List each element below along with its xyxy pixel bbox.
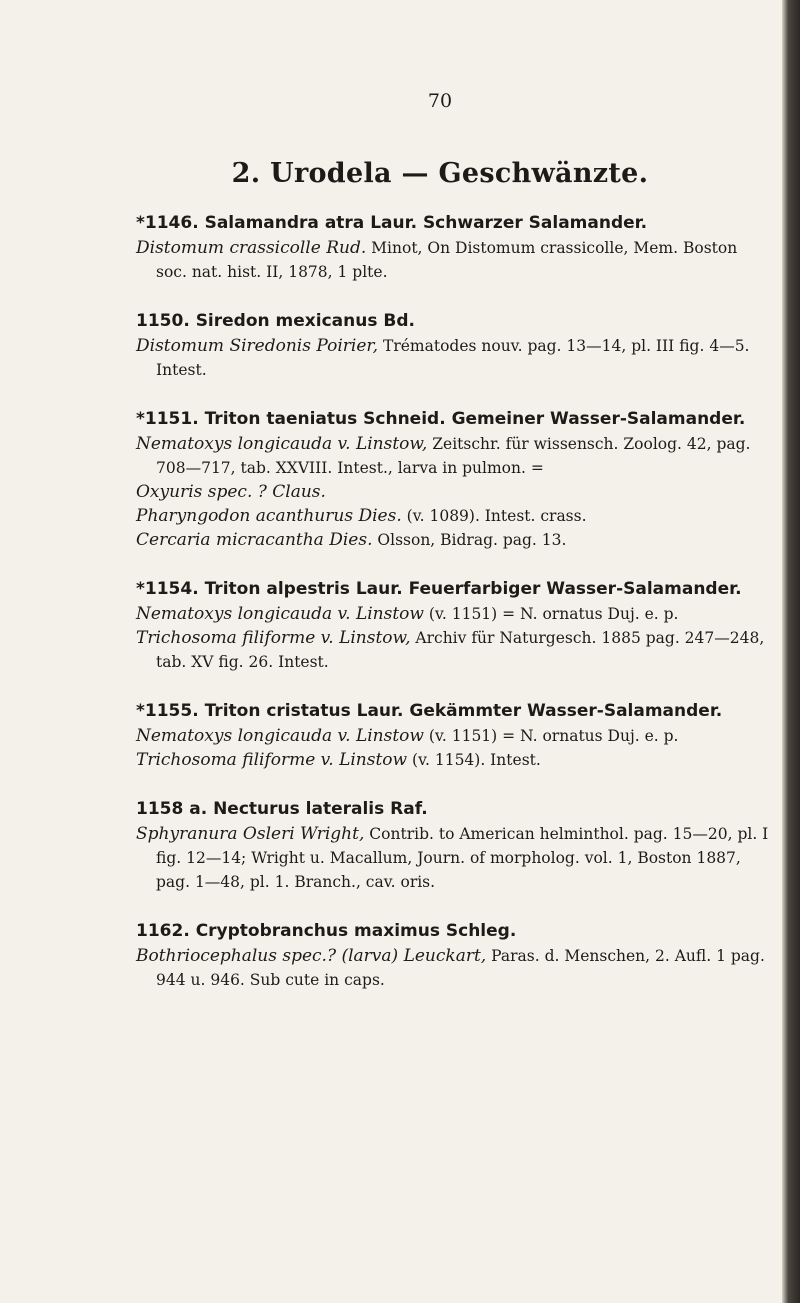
host-species: 1150. Siredon mexicanus Bd. (136, 311, 415, 331)
host-entry (136, 918, 770, 992)
parasite-name: Nematoxys longicauda v. Linstow (136, 726, 424, 746)
parasite-name: Bothriocephalus spec.? (larva) Leuckart, (136, 946, 487, 966)
reference-text: (v. 1154). Intest. (407, 751, 541, 769)
reference-text: Contrib. to American helminthol. pag. 15—20, pl. I fig. 12—14; Wright u. Macallum, Journ. of morpholog. vol. 1, Boston 1887, pag. 1—48, pl. 1. Branch., cav. oris. (156, 825, 769, 891)
parasite-name: Distomum crassicolle Rud. (136, 238, 367, 258)
parasite-name: Trichosoma filiforme v. Linstow, (136, 628, 411, 648)
reference-text: Trématodes nouv. pag. 13—14, pl. III fig. 4—5. Intest. (156, 337, 750, 379)
reference-text: Archiv für Naturgesch. 1885 pag. 247—248, tab. XV fig. 26. Intest. (156, 629, 765, 671)
parasite-name: Trichosoma filiforme v. Linstow (136, 750, 408, 770)
host-species: 1162. Cryptobranchus maximus Schleg. (136, 921, 517, 941)
parasite-name: Oxyuris spec. ? Claus. (136, 482, 326, 502)
parasite-reference (136, 602, 770, 626)
parasite-reference (136, 626, 770, 674)
host-species: 1158 a. Necturus lateralis Raf. (136, 799, 428, 819)
reference-text: (v. 1089). Intest. crass. (401, 507, 587, 525)
reference-text: (v. 1151) = N. ornatus Duj. e. p. (423, 605, 679, 623)
host-entry (136, 308, 770, 382)
reference-text: Paras. d. Menschen, 2. Aufl. 1 pag. 944 u. 946. Sub cute in caps. (156, 947, 765, 989)
parasite-name: Nematoxys longicauda v. Linstow (136, 604, 424, 624)
parasite-reference (136, 944, 770, 992)
host-species: *1154. Triton alpestris Laur. Feuerfarbiger Wasser-Salamander. (136, 579, 742, 599)
reference-text: Olsson, Bidrag. pag. 13. (372, 531, 567, 549)
parasite-name: Sphyranura Osleri Wright, (136, 824, 365, 844)
page-number: 70 (427, 90, 453, 112)
parasite-reference (136, 504, 770, 528)
parasite-reference (136, 480, 770, 504)
parasite-name: Distomum Siredonis Poirier, (136, 336, 379, 356)
parasite-reference (136, 334, 770, 382)
reference-text: Minot, On Distomum crassicolle, Mem. Boston soc. nat. hist. II, 1878, 1 plte. (156, 239, 738, 281)
reference-text: Zeitschr. für wissensch. Zoolog. 42, pag. 708—717, tab. XXVIII. Intest., larva in pulmon. = (156, 435, 751, 477)
host-entry (136, 796, 770, 894)
page-edge-shadow (782, 0, 800, 1303)
parasite-reference (136, 724, 770, 748)
parasite-reference (136, 432, 770, 480)
parasite-reference (136, 822, 770, 894)
host-entry (136, 576, 770, 674)
host-species: *1146. Salamandra atra Laur. Schwarzer Salamander. (136, 213, 648, 233)
reference-text: (v. 1151) = N. ornatus Duj. e. p. (423, 727, 679, 745)
parasite-name: Nematoxys longicauda v. Linstow, (136, 434, 428, 454)
host-entry (136, 406, 770, 552)
parasite-reference (136, 748, 770, 772)
host-entry (136, 210, 770, 284)
entries-list (136, 210, 770, 1016)
host-entry (136, 698, 770, 772)
section-heading: 2. Urodela — Geschwänzte. (231, 158, 649, 189)
host-species: *1155. Triton cristatus Laur. Gekämmter Wasser-Salamander. (136, 701, 723, 721)
parasite-reference (136, 528, 770, 552)
parasite-reference (136, 236, 770, 284)
host-species: *1151. Triton taeniatus Schneid. Gemeiner Wasser-Salamander. (136, 409, 746, 429)
parasite-name: Pharyngodon acanthurus Dies. (136, 506, 402, 526)
parasite-name: Cercaria micracantha Dies. (136, 530, 373, 550)
